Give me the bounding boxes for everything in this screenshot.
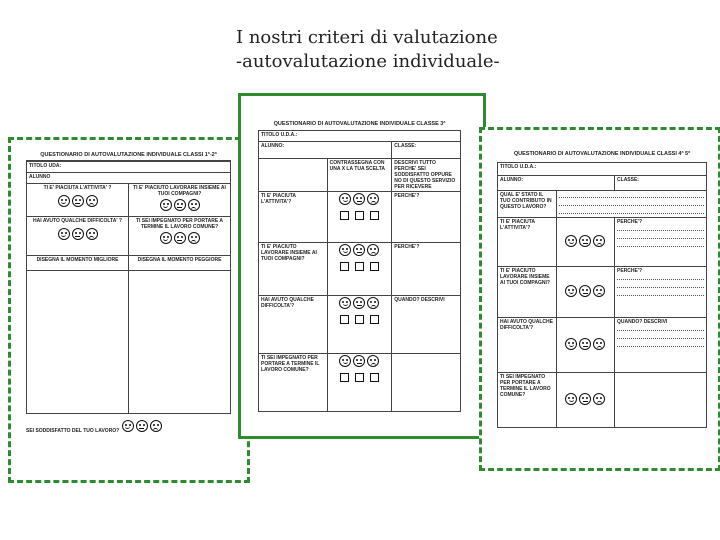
- right-q2: TI E' PIACIUTO LAVORARE INSIEME AI TUOI COMPAGNI?: [498, 267, 557, 318]
- happy-face-icon: [58, 195, 70, 207]
- neutral-face-icon: [72, 195, 84, 207]
- left-q6: DISEGNA IL MOMENTO PEGGIORE: [129, 256, 231, 271]
- right-doc-table: [497, 162, 707, 428]
- left-doc-title: QUESTIONARIO DI AUTOVALUTAZIONE INDIVIDUALE CLASSI 1ª-2ª: [26, 150, 231, 161]
- sad-checkbox[interactable]: [370, 315, 379, 324]
- sad-checkbox[interactable]: [370, 262, 379, 271]
- middle-alunno: ALUNNO:: [259, 142, 392, 159]
- neutral-face-icon: [353, 193, 365, 205]
- happy-face-icon: [58, 228, 70, 240]
- left-q5: DISEGNA IL MOMENTO MIGLIORE: [27, 256, 129, 271]
- middle-r2: TI E' PIACIUTO LAVORARE INSIEME AI TUOI COMPAGNI?: [259, 243, 328, 296]
- middle-questionnaire: [258, 120, 461, 420]
- sad-face-icon: [367, 355, 379, 367]
- middle-r2-perche: PERCHE'?: [392, 243, 461, 296]
- sad-face-icon: [367, 193, 379, 205]
- neutral-checkbox[interactable]: [355, 373, 364, 382]
- right-titolo-uda: TITOLO U.D.A.:: [498, 163, 707, 176]
- sad-face-icon: [593, 393, 605, 405]
- neutral-face-icon: [353, 355, 365, 367]
- right-q3-quando: QUANDO? DESCRIVI: [617, 319, 668, 325]
- left-alunno: ALUNNO: [27, 173, 231, 184]
- neutral-face-icon: [174, 232, 186, 244]
- right-q1-perche: PERCHE'?: [617, 219, 643, 225]
- neutral-face-icon: [174, 199, 186, 211]
- neutral-face-icon: [579, 235, 591, 247]
- sad-face-icon: [593, 338, 605, 350]
- left-questionnaire: [26, 150, 231, 455]
- middle-classe: CLASSE:: [392, 142, 461, 159]
- happy-face-icon: [565, 393, 577, 405]
- sad-face-icon: [86, 195, 98, 207]
- happy-face-icon: [339, 355, 351, 367]
- right-q0: QUAL E' STATO IL TUO CONTRIBUTO IN QUESTO LAVORO?: [498, 191, 557, 218]
- sad-face-icon: [593, 285, 605, 297]
- sad-face-icon: [593, 235, 605, 247]
- middle-r4: TI SEI IMPEGNATO PER PORTARE A TERMINE IL LAVORO COMUNE?: [259, 354, 328, 412]
- neutral-face-icon: [579, 393, 591, 405]
- right-q4: TI SEI IMPEGNATO PER PORTARE A TERMINE IL LAVORO COMUNE?: [498, 373, 557, 428]
- right-q2-perche: PERCHE'?: [617, 268, 643, 274]
- happy-checkbox[interactable]: [340, 373, 349, 382]
- sad-face-icon: [86, 228, 98, 240]
- happy-face-icon: [339, 297, 351, 309]
- happy-face-icon: [122, 420, 134, 432]
- happy-checkbox[interactable]: [340, 315, 349, 324]
- happy-face-icon: [339, 244, 351, 256]
- heading-line-2: -autovalutazione individuale-: [236, 51, 500, 72]
- happy-face-icon: [339, 193, 351, 205]
- left-q3: HAI AVUTO QUALCHE DIFFICOLTA' ?: [33, 218, 122, 224]
- neutral-face-icon: [353, 244, 365, 256]
- left-draw-worst: [129, 271, 231, 414]
- neutral-face-icon: [579, 285, 591, 297]
- left-draw-best: [27, 271, 129, 414]
- middle-r3-quando: QUANDO? DESCRIVI: [392, 296, 461, 354]
- right-doc-title: QUESTIONARIO DI AUTOVALUTAZIONE INDIVIDUALE CLASSI 4ª 5ª: [513, 151, 691, 157]
- right-q3: HAI AVUTO QUALCHE DIFFICOLTA'?: [498, 318, 557, 373]
- left-q2: TI E' PIACIUTO LAVORARE INSIEME AI TUOI COMPAGNI?: [133, 185, 226, 197]
- right-alunno: ALUNNO:: [498, 176, 615, 191]
- neutral-checkbox[interactable]: [355, 315, 364, 324]
- left-q1: TI E' PIACIUTA L'ATTIVITA' ?: [43, 185, 112, 191]
- happy-face-icon: [565, 338, 577, 350]
- happy-face-icon: [565, 235, 577, 247]
- sad-face-icon: [367, 244, 379, 256]
- happy-face-icon: [160, 199, 172, 211]
- middle-r1: TI E' PIACIUTA L'ATTIVITA'?: [259, 192, 328, 243]
- sad-checkbox[interactable]: [370, 373, 379, 382]
- left-q7-row: [26, 420, 231, 434]
- right-questionnaire: [497, 150, 707, 450]
- neutral-checkbox[interactable]: [355, 211, 364, 220]
- neutral-face-icon: [72, 228, 84, 240]
- sad-face-icon: [188, 199, 200, 211]
- neutral-face-icon: [136, 420, 148, 432]
- heading-line-1: I nostri criteri di valutazione: [236, 27, 498, 48]
- middle-doc-title: QUESTIONARIO DI AUTOVALUTAZIONE INDIVIDUALE CLASSE 3ª: [273, 121, 446, 127]
- left-q7: SEI SODDISFATTO DEL TUO LAVORO?: [26, 428, 120, 434]
- sad-face-icon: [367, 297, 379, 309]
- right-classe: CLASSE:: [615, 176, 707, 191]
- middle-r3: HAI AVUTO QUALCHE DIFFICOLTA'?: [259, 296, 328, 354]
- left-doc-table: [26, 161, 231, 414]
- right-q1: TI E' PIACIUTA L'ATTIVITA'?: [498, 218, 557, 267]
- happy-face-icon: [565, 285, 577, 297]
- left-q4: TI SEI IMPEGNATO PER PORTARE A TERMINE IL LAVORO COMUNE?: [135, 218, 224, 230]
- sad-face-icon: [150, 420, 162, 432]
- happy-checkbox[interactable]: [340, 211, 349, 220]
- middle-doc-table: [258, 130, 461, 412]
- happy-checkbox[interactable]: [340, 262, 349, 271]
- neutral-face-icon: [579, 338, 591, 350]
- happy-face-icon: [160, 232, 172, 244]
- sad-checkbox[interactable]: [370, 211, 379, 220]
- middle-titolo-uda: TITOLO U.D.A.:: [259, 131, 461, 142]
- neutral-checkbox[interactable]: [355, 262, 364, 271]
- page-heading: [236, 26, 500, 74]
- middle-col1-header: CONTRASSEGNA CON UNA X LA TUA SCELTA: [327, 159, 392, 192]
- middle-col2-header: DESCRIVI TUTTO PERCHE' SEI SODDISFATTO OPPURE NO DI QUESTO SERVIZIO PER RICEVERE: [392, 159, 461, 192]
- middle-r1-perche: PERCHE'?: [392, 192, 461, 243]
- left-titolo-uda: TITOLO UDA:: [27, 162, 231, 173]
- sad-face-icon: [188, 232, 200, 244]
- neutral-face-icon: [353, 297, 365, 309]
